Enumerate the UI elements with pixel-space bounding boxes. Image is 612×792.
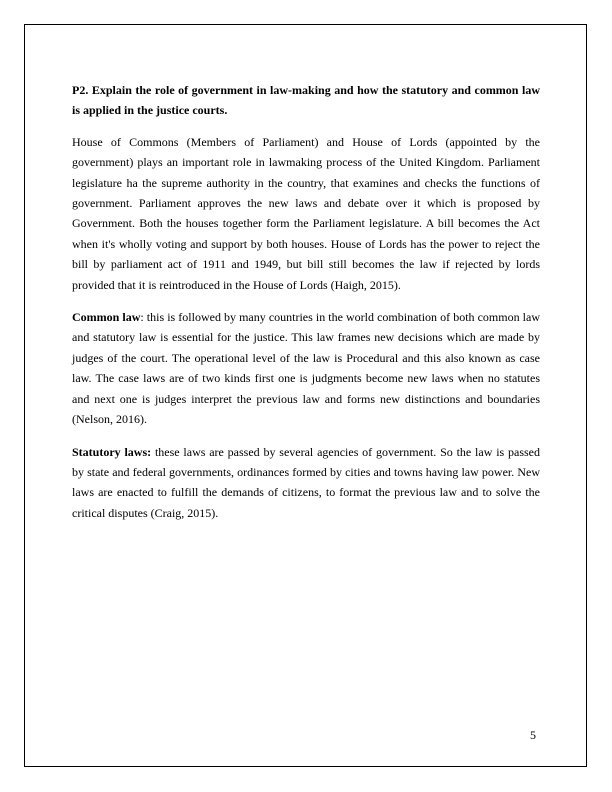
paragraph-text: House of Commons (Members of Parliament) and House of Lords (appointed by the government) plays an important role in lawmaking process of the United Kingdom. Parliament legislature ha the supreme authority in the country, that examines and checks the functions of government. Parliament approves the new laws and debate over it which is proposed by Government. Both the houses together form the Parliament legislature. A bill becomes the Act when it's wholly voting and support by both houses. House of Lords has the power to reject the bill by parliament act of 1911 and 1949, but bill still becomes the law if rejected by lords provided that it is reintroduced in the House of Lords (Haigh, 2015). (72, 134, 540, 292)
paragraph-text: these laws are passed by several agencies of government. So the law is passed by state and federal governments, ordinances formed by cities and towns having law power. New laws are enacted to fulfill the demands of citizens, to format the previous law and to solve the critical disputes (Craig, 2015). (72, 444, 540, 520)
document-body (72, 80, 540, 535)
page-number: 5 (530, 728, 536, 742)
term-common-law: Common law (72, 310, 141, 325)
paragraph-parliament (72, 132, 540, 295)
paragraph-text: : this is followed by many countries in the world combination of both common law and statutory law is essential for the justice. This law frames new decisions which are made by judges of the court. The operational level of the law is Procedural and this also known as case law. The case laws are of two kinds first one is judgments become new laws when no statutes and next one is judges interpret the previous law and forms new distinctions and boundaries (Nelson, 2016). (72, 310, 540, 427)
term-statutory-laws: Statutory laws: (72, 444, 152, 459)
paragraph-common-law (72, 307, 540, 429)
paragraph-statutory-laws (72, 442, 540, 524)
section-heading: P2. Explain the role of government in law-making and how the statutory and common law is applied in the justice courts. (72, 83, 540, 118)
